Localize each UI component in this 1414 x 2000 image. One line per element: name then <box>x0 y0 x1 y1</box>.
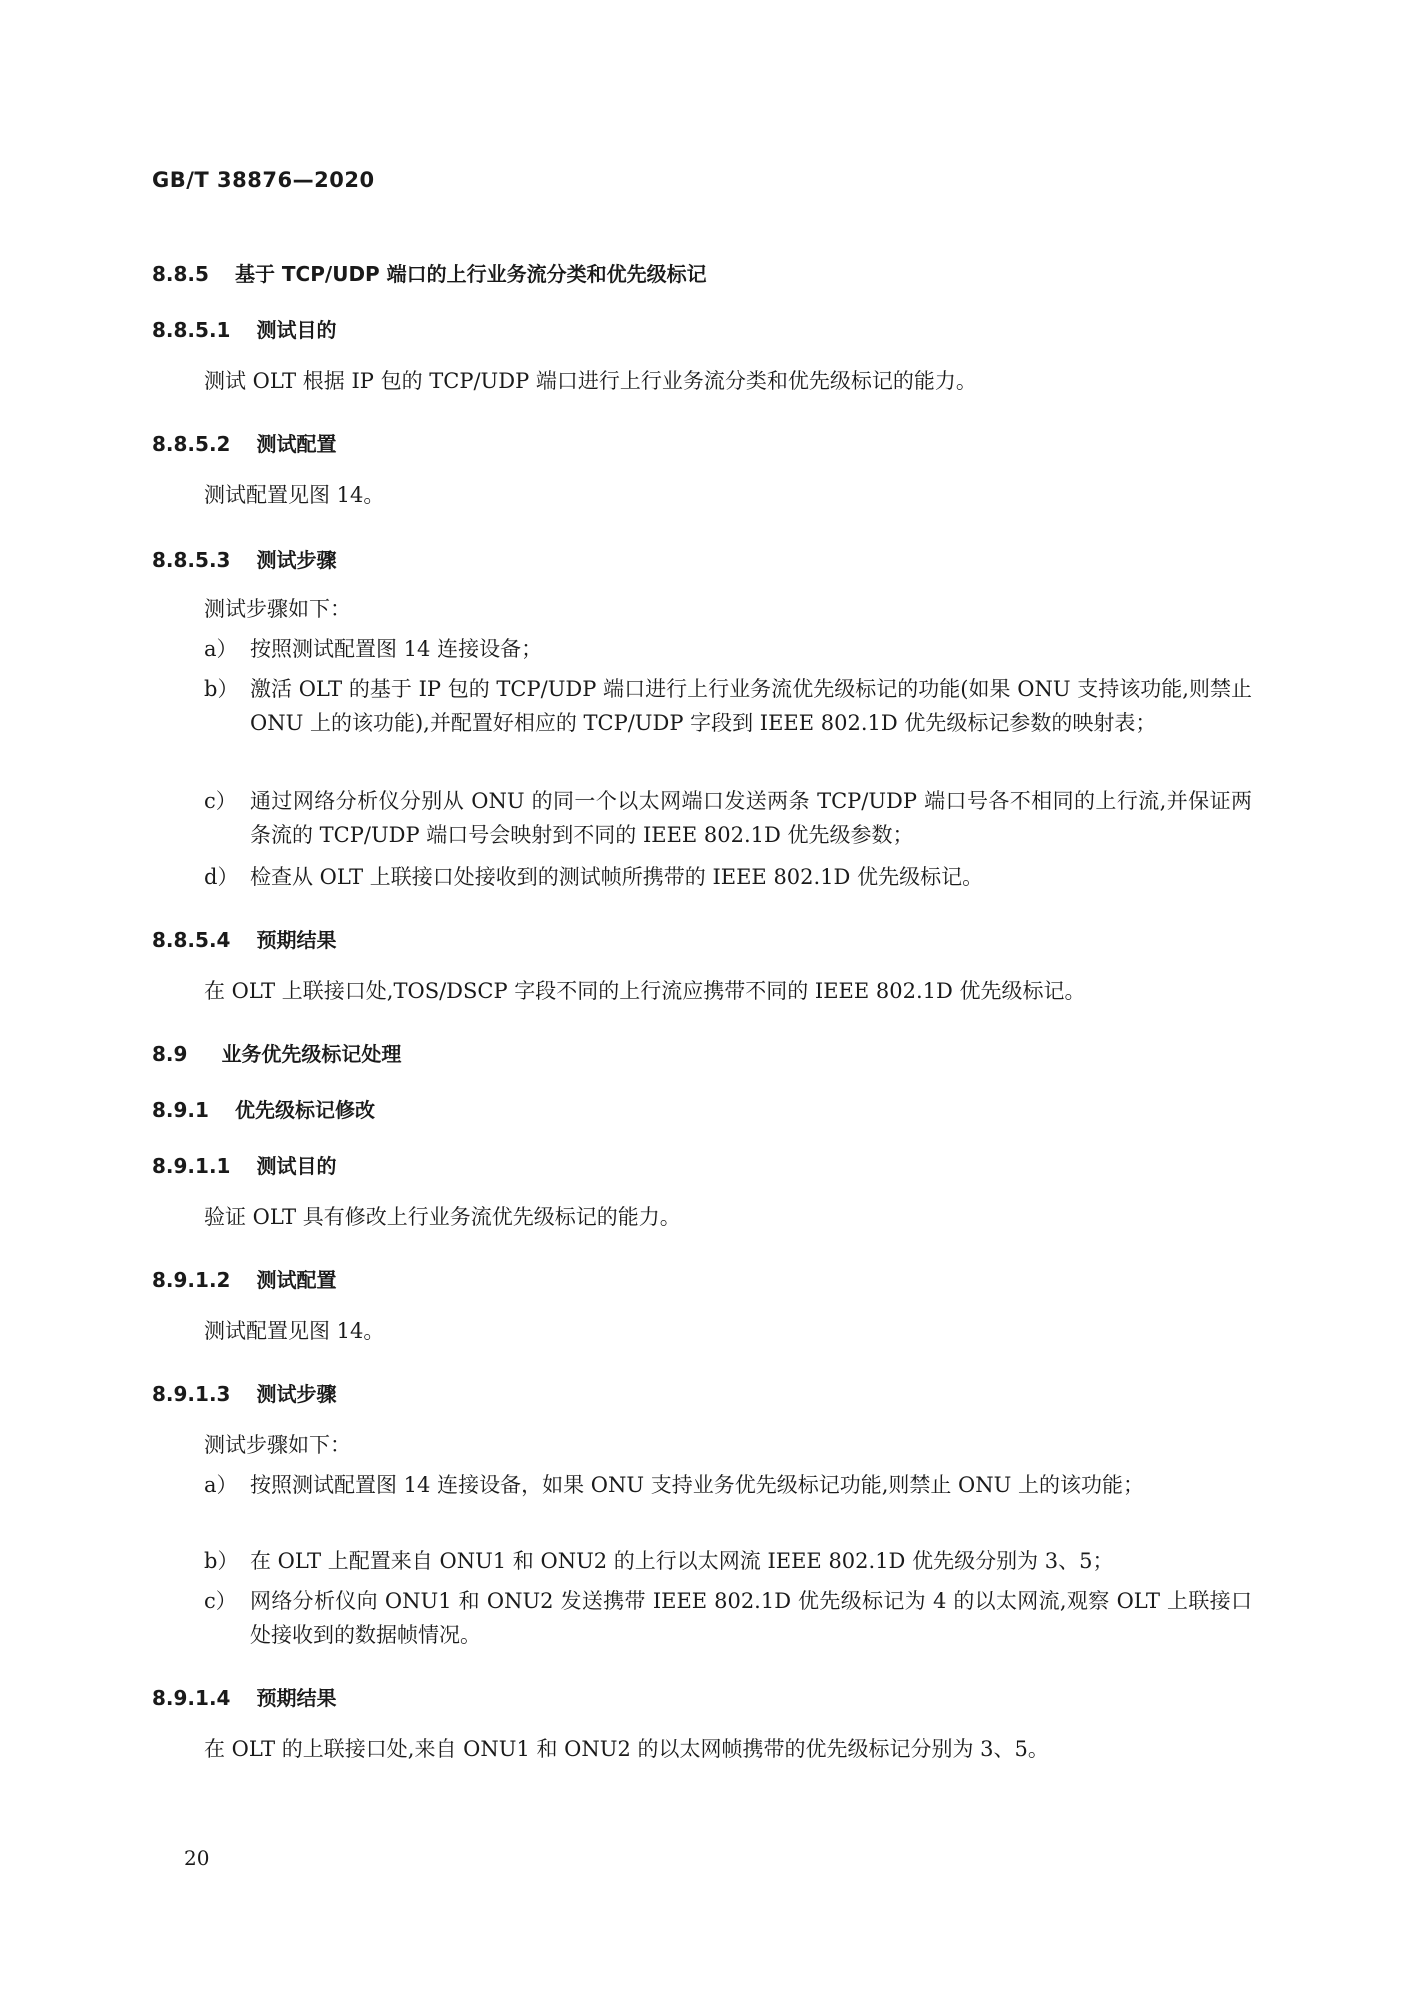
paragraph: 验证 OLT 具有修改上行业务流优先级标记的能力。 <box>204 1205 681 1229</box>
paragraph: 测试步骤如下： <box>204 1433 351 1457</box>
list-label: a） <box>204 637 238 661</box>
section-title: 基于 TCP/UDP 端口的上行业务流分类和优先级标记 <box>234 262 707 286</box>
section-number: 8.9.1.2 <box>152 1268 231 1292</box>
list-text: 在 OLT 上配置来自 ONU1 和 ONU2 的上行以太网流 IEEE 802.1D 优先级分别为 3、5； <box>250 1549 1114 1573</box>
section-title: 测试步骤 <box>256 1382 337 1406</box>
list-text: 检查从 OLT 上联接口处接收到的测试帧所携带的 IEEE 802.1D 优先级标记。 <box>250 865 984 889</box>
section-heading-8-9 <box>152 1038 401 1067</box>
section-title: 测试目的 <box>256 1154 337 1178</box>
section-heading-8-8-5-3 <box>152 544 336 573</box>
section-title: 测试配置 <box>256 432 337 456</box>
list-label: c） <box>204 789 237 813</box>
section-number: 8.8.5.1 <box>152 318 231 342</box>
section-heading-8-9-1-2 <box>152 1264 336 1293</box>
section-heading-8-8-5-2 <box>152 428 336 457</box>
section-title: 测试配置 <box>256 1268 337 1292</box>
page-number: 20 <box>184 1846 210 1870</box>
section-number: 8.8.5.4 <box>152 928 231 952</box>
section-title: 测试步骤 <box>256 548 337 572</box>
section-title: 业务优先级标记处理 <box>221 1042 402 1066</box>
section-title: 预期结果 <box>256 1686 337 1710</box>
section-number: 8.9.1 <box>152 1098 209 1122</box>
list-text: 激活 OLT 的基于 IP 包的 TCP/UDP 端口进行上行业务流优先级标记的功能(如果 ONU 支持该功能,则禁止 ONU 上的该功能),并配置好相应的 TCP/UDP 字段到 IEEE 802.1D 优先级标记参数的映射表； <box>250 677 1252 735</box>
list-label: b） <box>204 677 239 701</box>
section-heading-8-8-5-1 <box>152 314 336 343</box>
section-number: 8.9.1.1 <box>152 1154 231 1178</box>
section-number: 8.9 <box>152 1042 188 1066</box>
section-heading-8-9-1-1 <box>152 1150 336 1179</box>
list-label: b） <box>204 1549 239 1573</box>
list-text: 按照测试配置图 14 连接设备； <box>250 637 543 661</box>
section-number: 8.8.5.3 <box>152 548 231 572</box>
list-text: 通过网络分析仪分别从 ONU 的同一个以太网端口发送两条 TCP/UDP 端口号各不相同的上行流,并保证两条流的 TCP/UDP 端口号会映射到不同的 IEEE 802.1D 优先级参数； <box>250 789 1252 847</box>
section-heading-8-9-1-4 <box>152 1682 336 1711</box>
section-title: 测试目的 <box>256 318 337 342</box>
list-label: c） <box>204 1589 237 1613</box>
section-number: 8.8.5 <box>152 262 209 286</box>
section-number: 8.9.1.4 <box>152 1686 231 1710</box>
section-heading-8-9-1-3 <box>152 1378 336 1407</box>
list-text: 网络分析仪向 ONU1 和 ONU2 发送携带 IEEE 802.1D 优先级标记为 4 的以太网流,观察 OLT 上联接口处接收到的数据帧情况。 <box>250 1589 1252 1647</box>
list-label: d） <box>204 865 239 889</box>
paragraph: 在 OLT 的上联接口处,来自 ONU1 和 ONU2 的以太网帧携带的优先级标记分别为 3、5。 <box>204 1737 1049 1761</box>
list-text: 按照测试配置图 14 连接设备，如果 ONU 支持业务优先级标记功能,则禁止 ONU 上的该功能； <box>250 1473 1145 1497</box>
section-heading-8-9-1 <box>152 1094 375 1123</box>
section-heading-8-8-5-4 <box>152 924 336 953</box>
paragraph: 测试配置见图 14。 <box>204 1319 385 1343</box>
section-heading-8-8-5 <box>152 258 707 287</box>
paragraph: 测试步骤如下： <box>204 597 351 621</box>
section-title: 预期结果 <box>256 928 337 952</box>
paragraph: 在 OLT 上联接口处,TOS/DSCP 字段不同的上行流应携带不同的 IEEE 802.1D 优先级标记。 <box>204 979 1086 1003</box>
standard-code: GB/T 38876—2020 <box>152 168 375 192</box>
section-title: 优先级标记修改 <box>234 1098 375 1122</box>
paragraph: 测试 OLT 根据 IP 包的 TCP/UDP 端口进行上行业务流分类和优先级标记的能力。 <box>204 369 977 393</box>
section-number: 8.8.5.2 <box>152 432 231 456</box>
section-number: 8.9.1.3 <box>152 1382 231 1406</box>
paragraph: 测试配置见图 14。 <box>204 483 385 507</box>
list-label: a） <box>204 1473 238 1497</box>
